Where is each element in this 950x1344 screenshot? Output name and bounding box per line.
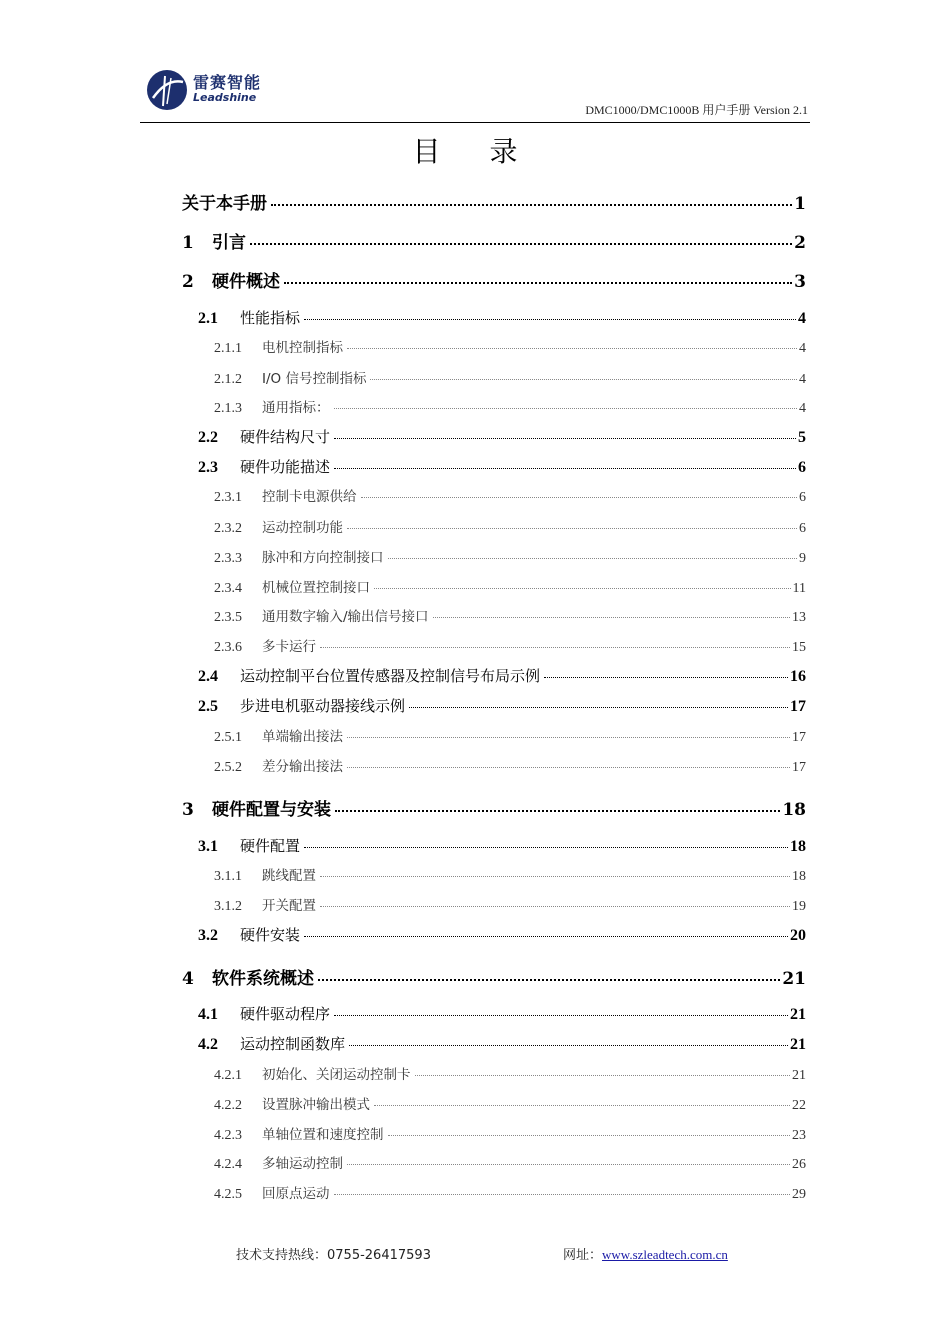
toc-entry-4-2-3[interactable] xyxy=(214,1123,806,1147)
toc-entry-2-5[interactable] xyxy=(198,695,806,719)
toc-entry-3-1-1[interactable] xyxy=(214,864,806,888)
toc-dot-leader xyxy=(409,707,788,708)
toc-entry-number: 4.2.3 xyxy=(214,1128,242,1143)
page-title: 目 录 xyxy=(412,135,538,168)
toc-entry-page: 20 xyxy=(790,927,806,944)
logo-chinese-text: 雷赛智能 xyxy=(193,73,262,92)
toc-entry-page: 4 xyxy=(799,372,806,387)
toc-entry-number: 4.1 xyxy=(198,1006,218,1023)
toc-entry-2-1-3[interactable] xyxy=(214,396,806,420)
toc-entry-page: 19 xyxy=(792,899,806,914)
toc-entry-2-1[interactable] xyxy=(198,307,806,331)
toc-entry-label: 硬件配置与安装 xyxy=(212,800,331,820)
footer-hotline xyxy=(236,1244,431,1263)
toc-entry-3[interactable] xyxy=(182,795,806,819)
toc-entry-label: 运动控制平台位置传感器及控制信号布局示例 xyxy=(240,667,541,685)
toc-entry-3-2[interactable] xyxy=(198,924,806,948)
toc-entry-4-2-4[interactable] xyxy=(214,1152,806,1176)
toc-entry-label: 硬件安装 xyxy=(240,926,301,944)
toc-entry-1[interactable] xyxy=(182,228,806,252)
document-header-title: DMC1000/DMC1000B 用户手册 Version 2.1 xyxy=(585,103,808,117)
toc-dot-leader xyxy=(334,1015,788,1016)
toc-entry-number: 2.1.2 xyxy=(214,372,242,387)
toc-dot-leader xyxy=(334,438,796,439)
toc-entry-2-3-2[interactable] xyxy=(214,516,806,540)
toc-dot-leader xyxy=(361,497,798,498)
toc-dot-leader xyxy=(334,408,798,409)
toc-entry-3-1[interactable] xyxy=(198,835,806,859)
toc-entry-2-3-4[interactable] xyxy=(214,576,806,600)
toc-entry-number: 2 xyxy=(182,272,194,292)
toc-entry-2-3-1[interactable] xyxy=(214,485,806,509)
toc-entry-label: 初始化、关闭运动控制卡 xyxy=(262,1067,411,1083)
toc-entry-number: 2.5.1 xyxy=(214,730,242,745)
footer-website xyxy=(563,1244,728,1263)
toc-entry-page: 1 xyxy=(794,194,806,214)
toc-dot-leader xyxy=(320,647,790,648)
toc-entry-number: 2.3.6 xyxy=(214,640,242,655)
toc-entry-label: I/O 信号控制指标 xyxy=(262,371,367,387)
toc-entry-2-1-2[interactable] xyxy=(214,367,806,391)
toc-dot-leader xyxy=(284,282,792,284)
toc-entry-label: 关于本手册 xyxy=(182,194,267,214)
toc-dot-leader xyxy=(335,810,780,812)
toc-entry-4-2-1[interactable] xyxy=(214,1063,806,1087)
toc-entry-3-1-2[interactable] xyxy=(214,894,806,918)
toc-dot-leader xyxy=(347,767,790,768)
toc-entry-page: 26 xyxy=(792,1157,806,1172)
toc-dot-leader xyxy=(347,1164,790,1165)
toc-entry-number: 2.1.3 xyxy=(214,401,242,416)
toc-entry-label: 软件系统概述 xyxy=(212,969,314,989)
toc-dot-leader xyxy=(433,617,790,618)
toc-entry-number: 4 xyxy=(182,969,194,989)
toc-entry-page: 18 xyxy=(792,869,806,884)
toc-entry-number: 2.5 xyxy=(198,698,218,715)
toc-entry-label: 回原点运动 xyxy=(262,1186,330,1202)
toc-entry-page: 21 xyxy=(790,1006,806,1023)
toc-entry-page: 4 xyxy=(799,401,806,416)
toc-dot-leader xyxy=(347,348,797,349)
toc-entry-page: 6 xyxy=(799,490,806,505)
toc-entry-number: 3.1.1 xyxy=(214,869,242,884)
toc-entry-label: 多轴运动控制 xyxy=(262,1156,343,1172)
toc-entry-page: 18 xyxy=(782,800,806,820)
toc-entry-number: 2.3.2 xyxy=(214,521,242,536)
leadshine-logo-icon xyxy=(145,68,189,112)
toc-entry-label: 硬件概述 xyxy=(212,272,280,292)
toc-dot-leader xyxy=(388,558,798,559)
toc-entry-number: 2.1.1 xyxy=(214,341,242,356)
toc-entry-number: 2.1 xyxy=(198,310,218,327)
website-label: 网址： xyxy=(563,1248,603,1263)
toc-entry-number: 2.2 xyxy=(198,429,218,446)
toc-entry-number: 2.3 xyxy=(198,459,218,476)
toc-entry-page: 13 xyxy=(792,610,806,625)
toc-entry-label: 运动控制函数库 xyxy=(240,1035,346,1053)
toc-entry-number: 2.3.1 xyxy=(214,490,242,505)
website-link[interactable]: www.szleadtech.com.cn xyxy=(602,1247,728,1262)
toc-entry-page: 15 xyxy=(792,640,806,655)
toc-entry-page: 21 xyxy=(790,1036,806,1053)
toc-entry-label: 硬件功能描述 xyxy=(240,458,331,476)
toc-entry-page: 2 xyxy=(794,233,806,253)
toc-entry-page: 4 xyxy=(798,310,806,327)
toc-entry-page: 11 xyxy=(792,581,806,596)
toc-dot-leader xyxy=(304,847,788,848)
toc-entry-2-2[interactable] xyxy=(198,426,806,450)
toc-dot-leader xyxy=(304,936,788,937)
toc-entry-page: 9 xyxy=(799,551,806,566)
toc-entry-label: 开关配置 xyxy=(262,898,316,914)
toc-dot-leader xyxy=(347,528,797,529)
toc-entry-4[interactable] xyxy=(182,964,806,988)
toc-dot-leader xyxy=(349,1045,788,1046)
toc-dot-leader xyxy=(388,1135,791,1136)
toc-dot-leader xyxy=(334,468,796,469)
toc-entry-4-1[interactable] xyxy=(198,1003,806,1027)
logo-english-text: Leadshine xyxy=(193,91,257,104)
toc-entry-page: 21 xyxy=(782,969,806,989)
toc-entry-2-3-5[interactable] xyxy=(214,605,806,629)
hotline-label: 技术支持热线： xyxy=(236,1248,328,1263)
toc-dot-leader xyxy=(334,1194,791,1195)
toc-entry-label: 硬件结构尺寸 xyxy=(240,428,331,446)
toc-dot-leader xyxy=(271,204,792,206)
toc-entry-label: 设置脉冲输出模式 xyxy=(262,1097,370,1113)
toc-dot-leader xyxy=(374,588,791,589)
toc-entry-page: 17 xyxy=(792,730,806,745)
toc-dot-leader xyxy=(374,1105,790,1106)
toc-entry-label: 控制卡电源供给 xyxy=(262,489,357,505)
toc-dot-leader xyxy=(318,979,780,981)
toc-entry-page: 23 xyxy=(792,1128,806,1143)
toc-entry-number: 1 xyxy=(182,233,194,253)
toc-entry-number: 3 xyxy=(182,800,194,820)
toc-entry-label: 单轴位置和速度控制 xyxy=(262,1127,384,1143)
hotline-number: 0755-26417593 xyxy=(327,1248,431,1263)
toc-entry-number: 4.2.5 xyxy=(214,1187,242,1202)
toc-entry-label: 跳线配置 xyxy=(262,868,316,884)
toc-dot-leader xyxy=(347,737,790,738)
toc-entry-2-4[interactable] xyxy=(198,665,806,689)
toc-entry-about[interactable] xyxy=(182,189,806,213)
toc-entry-page: 6 xyxy=(799,521,806,536)
toc-dot-leader xyxy=(544,677,788,678)
toc-entry-2-3-6[interactable] xyxy=(214,635,806,659)
toc-entry-number: 4.2.1 xyxy=(214,1068,242,1083)
toc-entry-4-2-2[interactable] xyxy=(214,1093,806,1117)
toc-dot-leader xyxy=(370,379,797,380)
toc-entry-label: 运动控制功能 xyxy=(262,520,343,536)
toc-entry-2-1-1[interactable] xyxy=(214,336,806,360)
toc-entry-page: 6 xyxy=(798,459,806,476)
toc-entry-label: 单端输出接法 xyxy=(262,729,343,745)
toc-entry-label: 多卡运行 xyxy=(262,639,316,655)
header-divider xyxy=(140,122,810,123)
toc-entry-number: 2.5.2 xyxy=(214,760,242,775)
toc-entry-page: 21 xyxy=(792,1068,806,1083)
toc-entry-page: 18 xyxy=(790,838,806,855)
toc-entry-label: 通用指标： xyxy=(262,400,330,416)
toc-dot-leader xyxy=(320,876,790,877)
toc-entry-number: 2.3.5 xyxy=(214,610,242,625)
toc-dot-leader xyxy=(415,1075,791,1076)
toc-entry-page: 22 xyxy=(792,1098,806,1113)
toc-dot-leader xyxy=(250,243,792,245)
toc-entry-label: 硬件驱动程序 xyxy=(240,1005,331,1023)
toc-entry-label: 电机控制指标 xyxy=(262,340,343,356)
toc-entry-label: 引言 xyxy=(212,233,246,253)
toc-entry-2-5-2[interactable] xyxy=(214,755,806,779)
toc-entry-page: 16 xyxy=(790,668,806,685)
toc-entry-page: 5 xyxy=(798,429,806,446)
toc-entry-label: 差分输出接法 xyxy=(262,759,343,775)
toc-entry-number: 4.2 xyxy=(198,1036,218,1053)
toc-entry-label: 通用数字输入/输出信号接口 xyxy=(262,609,429,625)
toc-entry-number: 3.1.2 xyxy=(214,899,242,914)
toc-entry-number: 2.4 xyxy=(198,668,218,685)
toc-entry-page: 3 xyxy=(794,272,806,292)
toc-entry-label: 性能指标 xyxy=(240,309,301,327)
toc-entry-number: 4.2.4 xyxy=(214,1157,242,1172)
company-logo xyxy=(145,68,345,116)
toc-entry-2[interactable] xyxy=(182,267,806,291)
toc-entry-label: 硬件配置 xyxy=(240,837,301,855)
toc-dot-leader xyxy=(304,319,796,320)
toc-entry-number: 3.2 xyxy=(198,927,218,944)
toc-entry-4-2[interactable] xyxy=(198,1033,806,1057)
toc-entry-number: 2.3.4 xyxy=(214,581,242,596)
toc-entry-number: 3.1 xyxy=(198,838,218,855)
toc-entry-label: 脉冲和方向控制接口 xyxy=(262,550,384,566)
toc-entry-2-3[interactable] xyxy=(198,456,806,480)
toc-entry-number: 4.2.2 xyxy=(214,1098,242,1113)
toc-entry-2-3-3[interactable] xyxy=(214,546,806,570)
toc-entry-page: 29 xyxy=(792,1187,806,1202)
toc-entry-page: 17 xyxy=(790,698,806,715)
toc-entry-page: 4 xyxy=(799,341,806,356)
toc-entry-4-2-5[interactable] xyxy=(214,1182,806,1206)
toc-entry-2-5-1[interactable] xyxy=(214,725,806,749)
toc-entry-number: 2.3.3 xyxy=(214,551,242,566)
toc-entry-label: 机械位置控制接口 xyxy=(262,580,370,596)
toc-entry-label: 步进电机驱动器接线示例 xyxy=(240,697,406,715)
toc-entry-page: 17 xyxy=(792,760,806,775)
toc-dot-leader xyxy=(320,906,790,907)
